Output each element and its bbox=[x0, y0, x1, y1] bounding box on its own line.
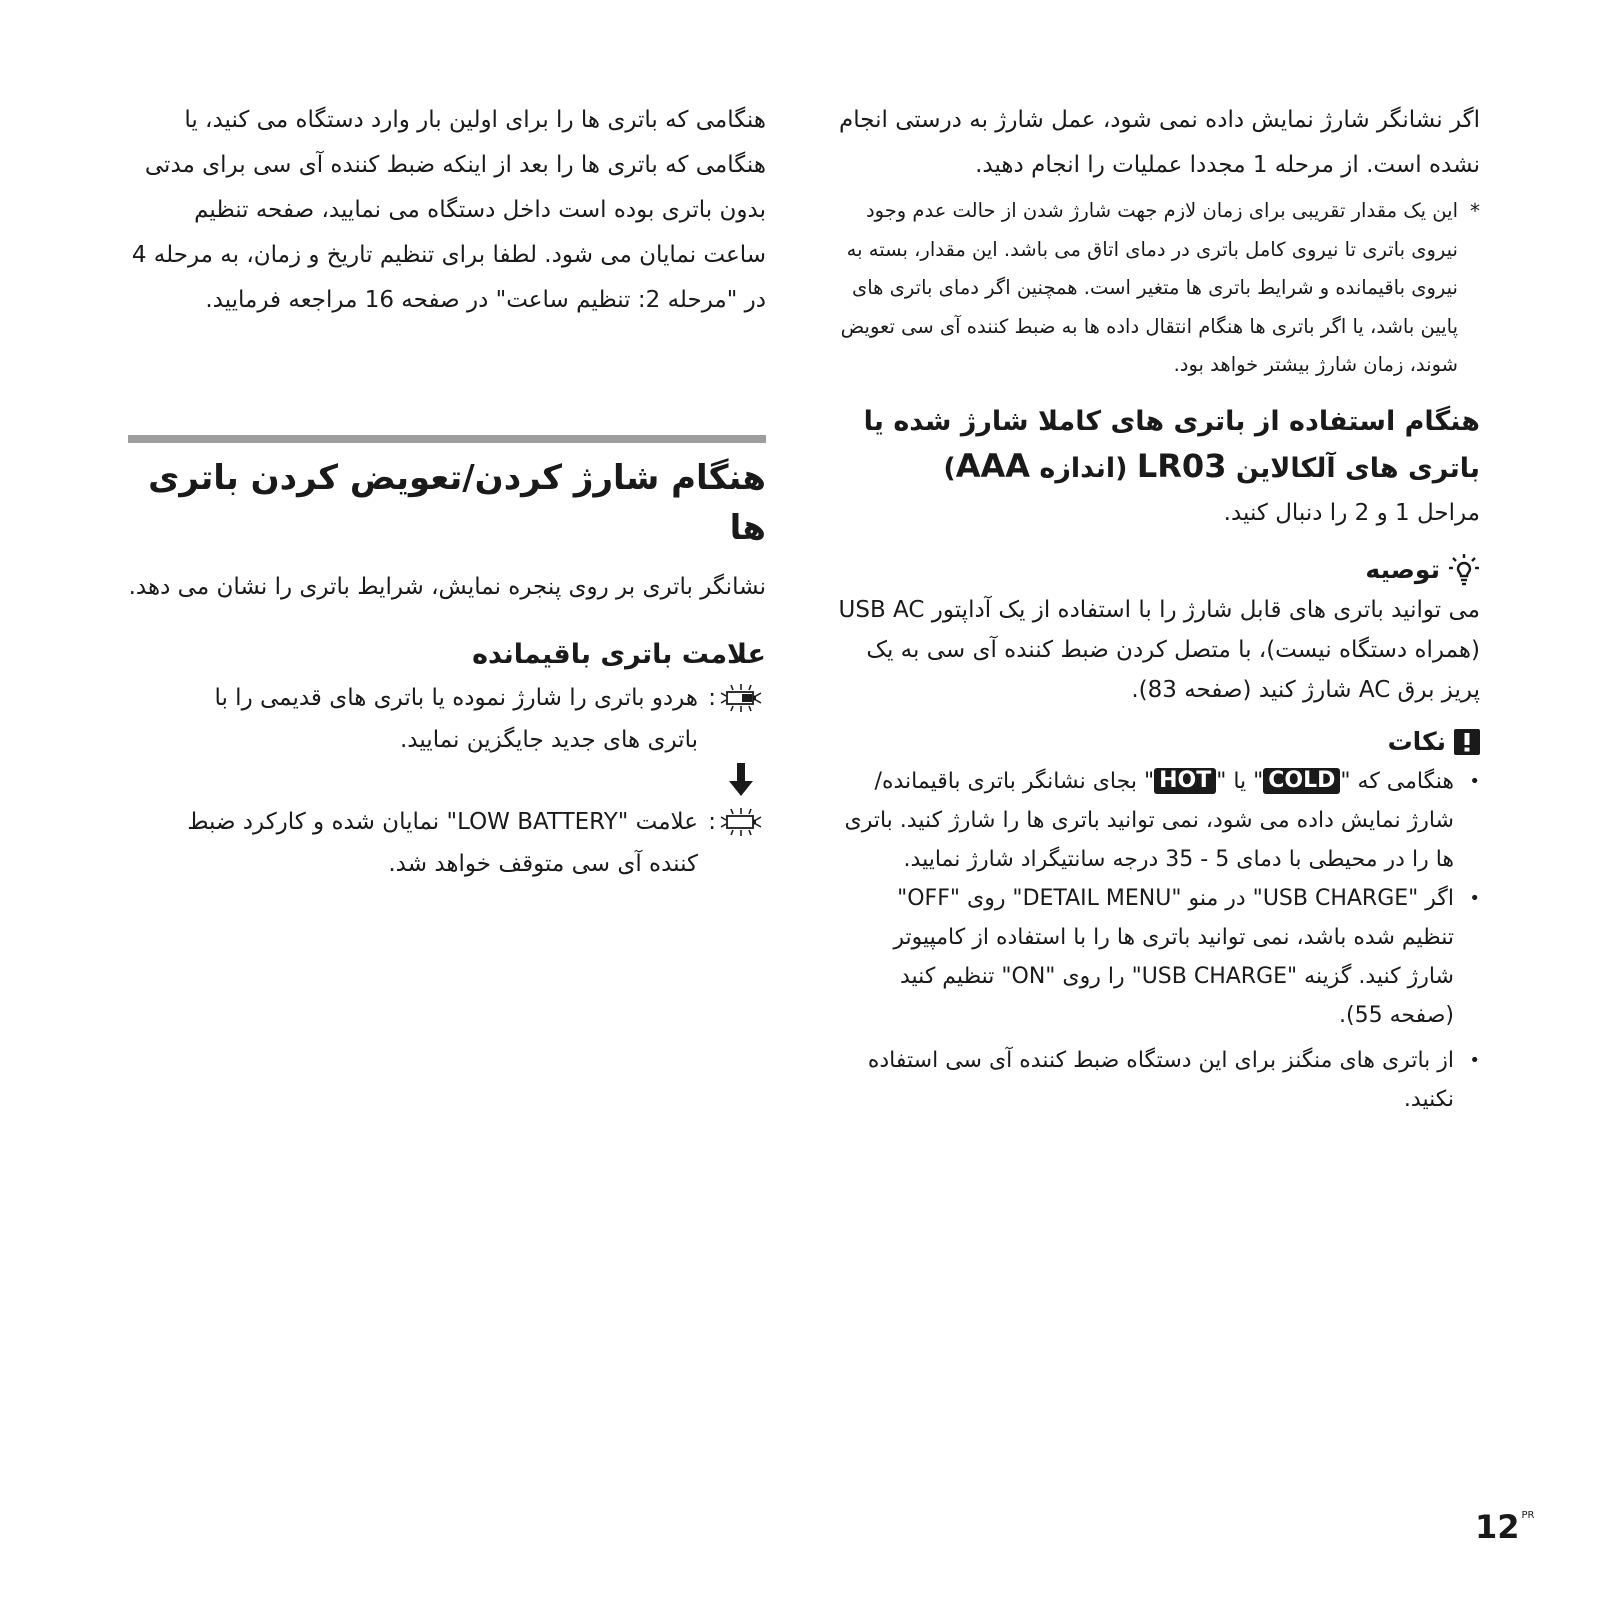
battery-low-icon bbox=[720, 683, 762, 713]
alkaline-subheading bbox=[835, 399, 1480, 491]
footnote bbox=[835, 192, 1480, 385]
bullet: • bbox=[1469, 770, 1480, 792]
note-item bbox=[835, 879, 1480, 1035]
steps-paragraph: مراحل 1 و 2 را دنبال کنید. bbox=[1223, 499, 1480, 526]
section-text: نشانگر باتری بر روی پنجره نمایش، شرایط باتری را نشان می دهد. bbox=[128, 574, 766, 600]
page-number-value: 12 bbox=[1475, 1508, 1520, 1546]
battery-empty-icon bbox=[720, 807, 762, 837]
page-number bbox=[1475, 1508, 1535, 1546]
battery-state-low bbox=[128, 677, 766, 761]
tip-label: توصیه bbox=[1365, 554, 1440, 584]
remaining-battery-title: علامت باتری باقیمانده bbox=[472, 639, 766, 670]
arrow-down-icon bbox=[726, 761, 756, 799]
notes-label: نکات bbox=[1387, 726, 1446, 756]
battery-state-text: علامت "LOW BATTERY" نمایان شده و کارکرد ضبط کننده آی سی متوقف خواهد شد. bbox=[187, 809, 698, 877]
battery-state-empty bbox=[128, 801, 766, 885]
colon-separator: : bbox=[708, 809, 716, 835]
right-column bbox=[835, 98, 1480, 1119]
notes-heading bbox=[835, 722, 1480, 762]
tip-text: می توانید باتری های قابل شارژ را با استفاده از یک آداپتور USB AC (همراه دستگاه نیست)، با متصل کردن ضبط کننده آی سی به یک پریز برق AC شارژ کنید (صفحه 83). bbox=[838, 596, 1480, 703]
alkaline-subheading-lr03: LR03 bbox=[1136, 446, 1227, 485]
note-text: از باتری های منگنز برای این دستگاه ضبط کننده آی سی استفاده نکنید. bbox=[867, 1047, 1454, 1112]
section-title: هنگام شارژ کردن/تعویض کردن باتری ها bbox=[148, 458, 766, 548]
alkaline-subheading-text-3: ) bbox=[943, 452, 956, 484]
transition-arrow bbox=[128, 761, 766, 801]
tip-heading bbox=[835, 550, 1480, 590]
note-text: " یا " bbox=[1216, 768, 1264, 794]
lightbulb-icon bbox=[1448, 553, 1480, 587]
note-item bbox=[835, 1041, 1480, 1119]
hot-badge: HOT bbox=[1154, 768, 1216, 794]
colon-separator: : bbox=[708, 685, 716, 711]
alkaline-subheading-aaa: AAA bbox=[955, 446, 1031, 485]
note-item bbox=[835, 762, 1480, 879]
clock-setup-paragraph: هنگامی که باتری ها را برای اولین بار وارد دستگاه می کنید، یا هنگامی که باتری ها را بعد از اینکه ضبط کننده آی سی برای مدتی بدون باتری بوده است داخل دستگاه می نمایید، صفحه تنظیم ساعت نمایان می شود. لطفا برای تنظیم تاریخ و زمان، به مرحله 4 در "مرحله 2: تنظیم ساعت" در صفحه 16 مراجعه فرمایید. bbox=[131, 107, 766, 313]
page-number-suffix: PR bbox=[1521, 1510, 1535, 1521]
battery-state-text: هردو باتری را شارژ نموده یا باتری های قدیمی را با باتری های جدید جایگزین نمایید. bbox=[214, 685, 698, 753]
footnote-text: این یک مقدار تقریبی برای زمان لازم جهت شارژ شدن از حالت عدم وجود نیروی باتری تا نیروی کامل باتری در دمای اتاق می باشد. این مقدار، بسته به نیروی باقیمانده و شرایط باتری ها متغیر است. همچنین اگر دمای باتری های پایین باشد، یا اگر باتری ها هنگام انتقال داده ها به ضبط کننده آی سی تعویض شوند، زمان شارژ بیشتر خواهد بود. bbox=[840, 199, 1458, 376]
cold-badge: COLD bbox=[1263, 768, 1340, 794]
alkaline-subheading-text-2: (اندازه bbox=[1030, 452, 1137, 484]
bullet: • bbox=[1469, 887, 1480, 909]
note-text: اگر "USB CHARGE" در منو "DETAIL MENU" روی "OFF" تنظیم شده باشد، نمی توانید باتری ها را با استفاده از کامپیوتر شارژ کنید. گزینه "USB CHARGE" را روی "ON" تنظیم کنید (صفحه 55). bbox=[893, 885, 1454, 1028]
note-text: " بجای نشانگر باتری باقیمانده/شارژ نمایش داده می شود، نمی توانید باتری ها را شارژ کنید. باتری ها را در محیطی با دمای 5 - 35 درجه سانتیگراد شارژ نمایید. bbox=[844, 768, 1454, 872]
charging-section bbox=[128, 453, 766, 885]
note-text: هنگامی که " bbox=[1340, 768, 1454, 794]
notes-list bbox=[835, 762, 1480, 1119]
footnote-marker: * bbox=[1470, 199, 1480, 223]
bullet: • bbox=[1469, 1049, 1480, 1071]
alkaline-subheading-text-1: هنگام استفاده از باتری های کاملا شارژ شده یا باتری های آلکالاین bbox=[863, 405, 1480, 484]
section-divider bbox=[128, 435, 766, 443]
warning-note-icon bbox=[1454, 729, 1480, 755]
left-column bbox=[128, 98, 766, 323]
charge-indicator-paragraph: اگر نشانگر شارژ نمایش داده نمی شود، عمل شارژ به درستی انجام نشده است. از مرحله 1 مجددا عملیات را انجام دهید. bbox=[839, 107, 1480, 178]
